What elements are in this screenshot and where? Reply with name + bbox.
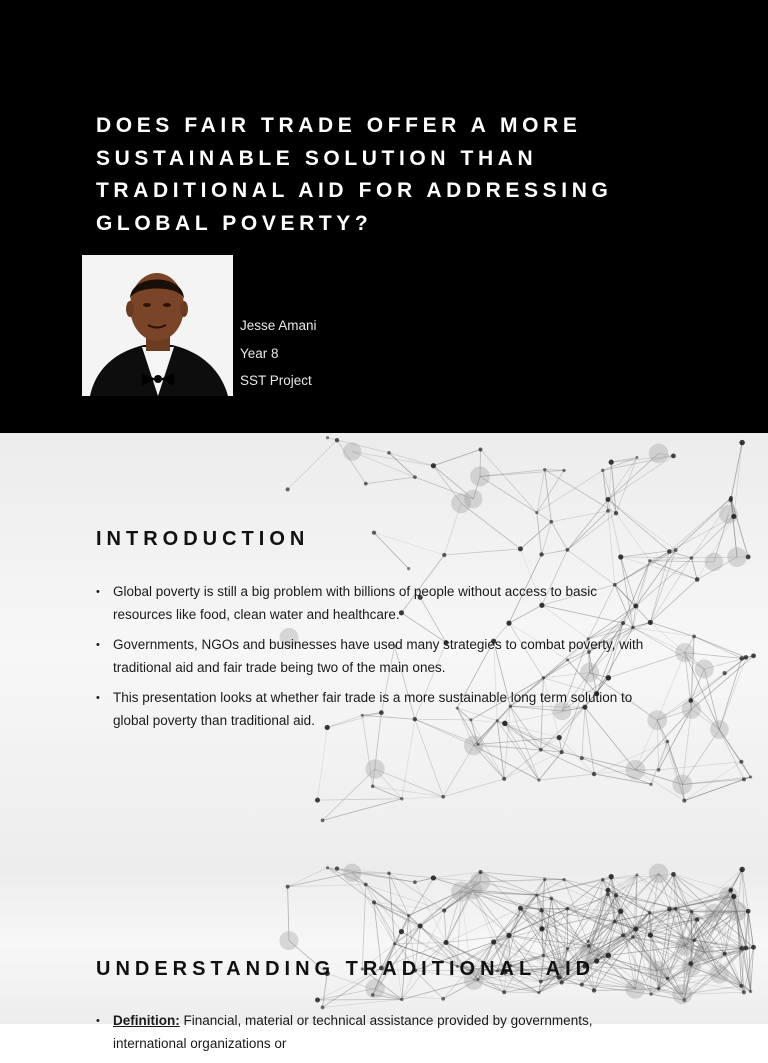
network-node — [431, 875, 436, 880]
network-node — [649, 444, 669, 464]
network-line — [551, 522, 567, 550]
network-node — [674, 907, 678, 911]
network-node — [549, 520, 553, 524]
network-node — [690, 556, 694, 560]
traditional-aid-slide — [0, 866, 768, 1024]
network-node — [666, 977, 670, 981]
network-node — [451, 882, 471, 902]
network-node — [365, 759, 384, 778]
network-line — [564, 880, 621, 912]
network-node — [286, 487, 290, 491]
network-node — [606, 893, 610, 897]
network-line — [375, 769, 443, 797]
network-line — [539, 774, 594, 780]
network-line — [323, 999, 402, 1007]
network-node — [365, 979, 384, 998]
network-line — [567, 550, 614, 585]
network-node — [739, 867, 744, 872]
network-node — [326, 436, 329, 439]
network-node — [387, 871, 391, 875]
network-line — [480, 872, 564, 880]
network-node — [739, 946, 744, 951]
network-node — [393, 942, 396, 945]
network-node — [731, 514, 736, 519]
network-line — [444, 911, 446, 943]
network-node — [478, 447, 482, 451]
network-node — [727, 547, 747, 567]
network-node — [321, 818, 325, 822]
network-line — [650, 622, 694, 636]
network-line — [551, 511, 608, 522]
network-node — [682, 799, 686, 803]
network-node — [315, 997, 320, 1002]
network-node — [672, 774, 692, 794]
network-node — [372, 531, 376, 535]
network-node — [592, 772, 596, 776]
network-node — [371, 993, 375, 997]
network-node — [279, 931, 298, 950]
network-line — [657, 720, 682, 784]
network-node — [580, 756, 584, 760]
network-node — [518, 546, 523, 551]
network-node — [442, 908, 446, 912]
network-line — [323, 799, 402, 821]
network-node — [749, 990, 752, 993]
network-line — [542, 550, 568, 555]
network-node — [613, 919, 617, 923]
network-node — [674, 548, 678, 552]
network-line — [537, 513, 552, 522]
network-node — [326, 866, 329, 869]
introduction-bullet: • Global poverty is still a big problem with billions of people without access to basic resources like food, clean water and healthcare. — [96, 581, 656, 626]
network-node — [444, 940, 449, 945]
network-line — [567, 511, 608, 550]
network-node — [647, 961, 667, 981]
network-node — [451, 493, 471, 513]
network-node — [335, 438, 339, 442]
traditional-aid-bullet — [96, 1010, 656, 1055]
network-node — [442, 553, 446, 557]
network-node — [695, 917, 700, 922]
network-node — [407, 914, 410, 917]
network-node — [606, 953, 611, 958]
introduction-heading: INTRODUCTION — [96, 528, 309, 551]
introduction-bullet-list — [96, 581, 656, 740]
network-node — [744, 946, 749, 951]
network-line — [659, 762, 742, 770]
network-node — [728, 498, 732, 502]
network-node — [695, 659, 714, 678]
network-node — [539, 908, 543, 912]
network-node — [605, 497, 610, 502]
network-node — [502, 990, 506, 994]
network-line — [567, 513, 616, 550]
author-name: Jesse Amani — [240, 318, 317, 334]
network-node — [618, 909, 623, 914]
traditional-aid-bullet-list — [96, 1010, 656, 1063]
network-line — [288, 868, 328, 887]
network-line — [402, 980, 474, 999]
network-line — [480, 476, 537, 512]
network-node — [667, 907, 672, 912]
network-node — [728, 888, 732, 892]
network-line — [537, 470, 603, 512]
network-line — [317, 799, 401, 800]
network-line — [603, 457, 637, 470]
network-line — [433, 449, 480, 465]
network-node — [614, 893, 618, 897]
network-node — [688, 698, 693, 703]
network-node — [731, 894, 736, 899]
network-node — [609, 874, 614, 879]
network-node — [672, 984, 692, 1004]
network-line — [373, 786, 443, 797]
network-node — [562, 878, 565, 881]
network-node — [636, 873, 639, 876]
network-node — [675, 643, 694, 662]
network-node — [749, 775, 752, 778]
presenter-photo — [82, 255, 233, 396]
network-node — [539, 926, 544, 931]
network-node — [565, 548, 569, 552]
network-node — [387, 451, 391, 455]
network-node — [539, 748, 543, 752]
network-node — [335, 866, 339, 870]
network-line — [545, 470, 552, 522]
network-line — [480, 449, 536, 512]
network-node — [587, 944, 591, 948]
network-node — [692, 938, 696, 942]
network-node — [742, 777, 746, 781]
network-node — [688, 961, 693, 966]
network-node — [502, 777, 506, 781]
network-node — [542, 954, 545, 957]
network-node — [431, 463, 436, 468]
network-line — [362, 884, 365, 969]
title-slide — [0, 0, 768, 433]
network-node — [710, 965, 729, 984]
network-node — [742, 990, 746, 994]
network-node — [477, 743, 480, 746]
network-line — [288, 884, 366, 886]
network-line — [366, 477, 415, 483]
network-node — [648, 933, 653, 938]
network-node — [657, 768, 661, 772]
network-node — [666, 740, 670, 744]
network-node — [592, 988, 596, 992]
network-node — [580, 983, 584, 987]
network-node — [625, 979, 645, 999]
network-node — [470, 872, 490, 892]
network-node — [649, 783, 652, 786]
network-node — [441, 795, 445, 799]
network-node — [372, 900, 376, 904]
network-node — [537, 991, 540, 994]
network-node — [286, 885, 290, 889]
network-node — [441, 997, 445, 1001]
network-node — [648, 911, 651, 914]
network-node — [601, 878, 604, 881]
network-node — [605, 888, 610, 893]
network-node — [636, 456, 639, 459]
network-node — [648, 559, 651, 562]
network-node — [746, 555, 751, 560]
network-line — [669, 498, 731, 551]
network-line — [694, 636, 742, 658]
network-node — [606, 509, 610, 513]
network-node — [695, 577, 700, 582]
network-node — [543, 878, 546, 881]
network-node — [566, 947, 569, 950]
network-node — [413, 475, 417, 479]
network-node — [535, 893, 538, 896]
network-node — [649, 864, 669, 884]
network-line — [352, 452, 415, 478]
network-background-graphic — [0, 866, 768, 1024]
network-node — [565, 907, 569, 911]
network-line — [288, 873, 353, 887]
project-name: SST Project — [240, 373, 312, 389]
network-line — [545, 879, 552, 898]
network-line — [366, 884, 445, 910]
network-line — [676, 498, 731, 550]
network-node — [506, 933, 511, 938]
network-node — [618, 554, 623, 559]
network-node — [400, 797, 403, 800]
definition-text: Financial, material or technical assistance provided by governments, international organizations or — [113, 1013, 592, 1051]
network-node — [667, 549, 672, 554]
network-line — [323, 769, 376, 820]
network-line — [608, 511, 615, 585]
network-node — [537, 779, 540, 782]
network-node — [710, 720, 729, 739]
network-node — [343, 442, 361, 460]
network-node — [418, 923, 423, 928]
network-node — [675, 937, 694, 956]
introduction-bullet: • Governments, NGOs and businesses have used many strategies to combat poverty, with traditional aid and fair trade being two of the main ones. — [96, 634, 656, 679]
network-line — [444, 549, 520, 555]
network-line — [684, 762, 741, 801]
network-node — [491, 939, 496, 944]
network-node — [562, 469, 565, 472]
presentation-title: DOES FAIR TRADE OFFER A MORE SUSTAINABLE SOLUTION THAN TRADITIONAL AID FOR ADDRESSING GLOBAL POVERTY? — [96, 110, 616, 240]
network-node — [657, 987, 661, 991]
network-node — [478, 870, 482, 874]
network-line — [352, 873, 394, 944]
network-line — [567, 500, 608, 550]
network-node — [671, 454, 676, 459]
network-node — [407, 567, 410, 570]
network-node — [723, 952, 727, 956]
network-node — [315, 798, 320, 803]
network-line — [402, 797, 443, 799]
network-node — [744, 655, 749, 660]
network-node — [535, 511, 538, 514]
network-node — [539, 552, 543, 556]
network-line — [691, 558, 697, 580]
network-node — [470, 466, 490, 486]
network-node — [751, 945, 756, 950]
network-node — [364, 883, 368, 887]
network-line — [461, 503, 520, 549]
network-node — [560, 750, 564, 754]
network-line — [520, 522, 551, 549]
network-node — [621, 933, 625, 937]
presenter-photo-image — [82, 255, 233, 396]
network-node — [364, 482, 368, 486]
network-node — [723, 671, 727, 675]
network-node — [371, 784, 375, 788]
definition-term: Definition: — [113, 1013, 180, 1028]
network-node — [692, 635, 696, 639]
network-node — [633, 927, 638, 932]
traditional-aid-heading: UNDERSTANDING TRADITIONAL AID — [96, 958, 595, 981]
network-node — [705, 904, 724, 923]
network-line — [288, 440, 337, 489]
network-node — [543, 468, 546, 471]
network-node — [413, 880, 417, 884]
network-node — [400, 998, 403, 1001]
network-node — [695, 943, 714, 962]
network-node — [690, 910, 694, 914]
network-node — [671, 872, 676, 877]
network-node — [746, 909, 751, 914]
network-line — [415, 878, 433, 882]
network-node — [518, 906, 523, 911]
network-node — [649, 993, 652, 996]
network-node — [631, 935, 635, 939]
network-node — [625, 760, 645, 780]
network-node — [587, 940, 590, 943]
network-node — [739, 984, 743, 988]
author-year: Year 8 — [240, 346, 279, 362]
network-line — [650, 561, 714, 562]
network-node — [399, 929, 404, 934]
network-node — [343, 864, 361, 882]
network-node — [682, 957, 701, 976]
network-node — [609, 460, 614, 465]
network-line — [389, 873, 433, 878]
introduction-bullet: • This presentation looks at whether fair trade is a more sustainable long term solution to global poverty than traditional aid. — [96, 687, 656, 732]
network-line — [473, 890, 542, 929]
network-line — [608, 500, 669, 552]
network-node — [705, 553, 724, 572]
network-line — [539, 752, 562, 780]
network-node — [549, 896, 553, 900]
introduction-slide — [0, 433, 768, 866]
network-node — [614, 511, 618, 515]
network-node — [601, 469, 604, 472]
network-node — [321, 1005, 325, 1009]
network-line — [542, 522, 552, 555]
network-node — [751, 653, 756, 658]
network-node — [739, 440, 744, 445]
network-node — [739, 656, 744, 661]
network-node — [739, 760, 743, 764]
